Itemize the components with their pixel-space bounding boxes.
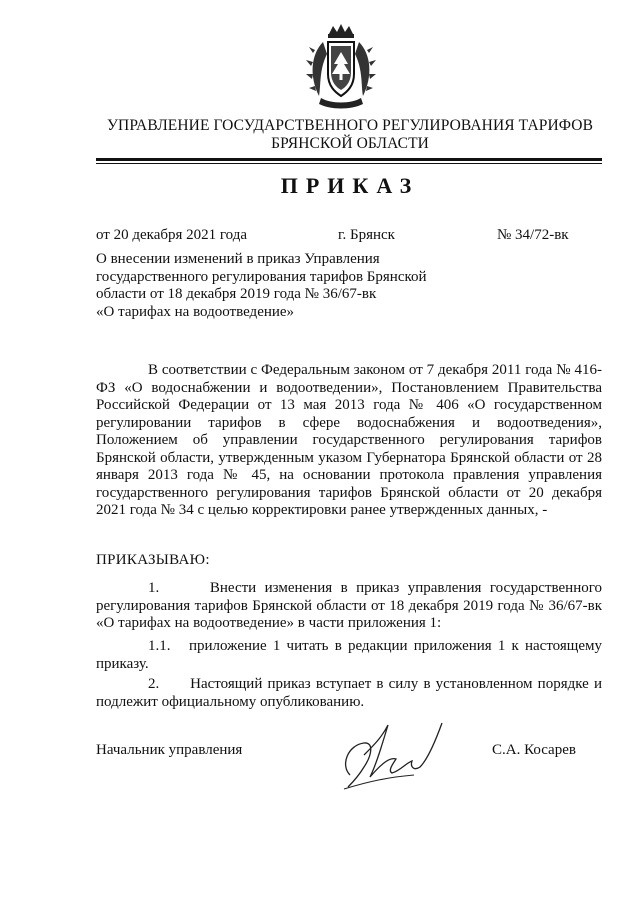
- header-rule-thick: [96, 158, 602, 161]
- header-rule-thin: [96, 163, 602, 164]
- order-item-2: 2. Настоящий приказ вступает в силу в установленном порядке и подлежит официальному опубликованию.: [96, 676, 602, 710]
- subject-line: государственного регулирования тарифов Брянской: [96, 268, 427, 285]
- order-item-1: 1. Внести изменения в приказ управления государственного регулирования тарифов Брянской области от 18 декабря 2019 года № 36/67-вк «О тарифах на водоотведение» в части приложения 1:: [96, 580, 602, 631]
- org-name-line1: УПРАВЛЕНИЕ ГОСУДАРСТВЕННОГО РЕГУЛИРОВАНИЯ ТАРИФОВ: [106, 117, 594, 134]
- signer-title: Начальник управления: [96, 742, 243, 758]
- subject-line: «О тарифах на водоотведение»: [96, 303, 295, 320]
- signer-name: С.А. Косарев: [492, 742, 576, 758]
- order-item-1-1: 1.1. приложение 1 читать в редакции приложения 1 к настоящему приказу.: [96, 638, 602, 672]
- document-city: г. Брянск: [338, 227, 395, 243]
- org-name-line2: БРЯНСКОЙ ОБЛАСТИ: [271, 135, 429, 152]
- document-number: № 34/72-вк: [497, 227, 569, 243]
- subject-line: области от 18 декабря 2019 года № 36/67-вк: [96, 286, 377, 302]
- decree-heading: ПРИКАЗЫВАЮ:: [96, 552, 210, 568]
- preamble-paragraph: В соответствии с Федеральным законом от 7 декабря 2011 года № 416-ФЗ «О водоснабжении и водоотведении», Постановлением Правительства Российской Федерации от 13 мая 2013 года № 406 «О государственном регулировании тарифов в сфере водоснабжения и водоотведения», Положением об управлении государственного регулирования тарифов Брянской области, утвержденным указом Губернатора Брянской области от 28 января 2013 года № 45, на основании протокола правления управления государственного регулирования тарифов Брянской области от 20 декабря 2021 года № 34 с целью корректировки ранее утвержденных данных, -: [96, 362, 602, 518]
- document-subject: [96, 251, 456, 321]
- document-title: ПРИКАЗ: [280, 173, 420, 198]
- subject-line: О внесении изменений в приказ Управления: [96, 251, 380, 267]
- document-date: от 20 декабря 2021 года: [96, 227, 248, 243]
- coat-of-arms-icon: [301, 20, 381, 110]
- handwritten-signature: [330, 715, 450, 795]
